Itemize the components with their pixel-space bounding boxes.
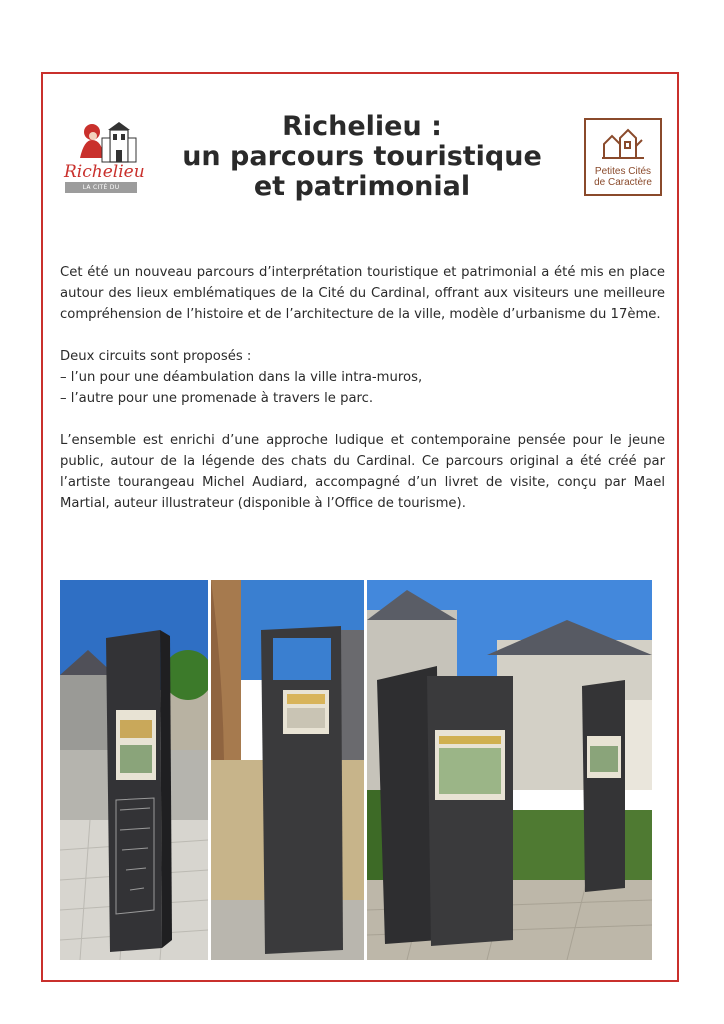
logo-tagline: LA CITÉ DU CARDINAL (65, 182, 137, 193)
title-line-3: et patrimonial (253, 171, 471, 202)
photo-bienvenue-richelieu (367, 580, 652, 960)
logo-caption-line-2: de Caractère (594, 177, 652, 188)
circuits-intro: Deux circuits sont proposés : (60, 349, 252, 364)
circuit-item: – l’autre pour une promenade à travers le parc. (60, 391, 374, 406)
intro-paragraph: Cet été un nouveau parcours d’interprétation touristique et patrimonial a été mis en place autour des lieux emblématiques de la Cité du Cardinal, offrant aux visiteurs une meilleure compréhension de l’histoire et de l’architecture de la ville, modèle d’urbanisme du 17ème. (60, 265, 665, 322)
logo-caption-line-1: Petites Cités (594, 166, 652, 177)
petites-cites-logo (584, 118, 662, 196)
photo-enceinte-fortifiee (211, 580, 364, 960)
village-houses-icon (600, 126, 646, 162)
title-line-2: un parcours touristique (182, 141, 542, 172)
closing-paragraph: L’ensemble est enrichi d’une approche ludique et contemporaine pensée pour le jeune public, autour de la légende des chats du Cardinal. Ce parcours original a été créé par l’artiste tourangeau Michel Audiard, accompagné d’un livret de visite, conçu par Mael Martial, auteur illustrateur (disponible à l’Office de tourisme). (60, 433, 665, 511)
richelieu-logo (62, 120, 145, 202)
logo-caption (586, 166, 660, 188)
photo-cite-ideale (60, 580, 208, 960)
article-body (60, 262, 665, 514)
logo-brand-text: Richelieu (64, 162, 145, 182)
circuit-item: – l’un pour une déambulation dans la ville intra-muros, (60, 370, 423, 385)
page-title (150, 112, 574, 202)
title-line-1: Richelieu : (282, 111, 442, 142)
